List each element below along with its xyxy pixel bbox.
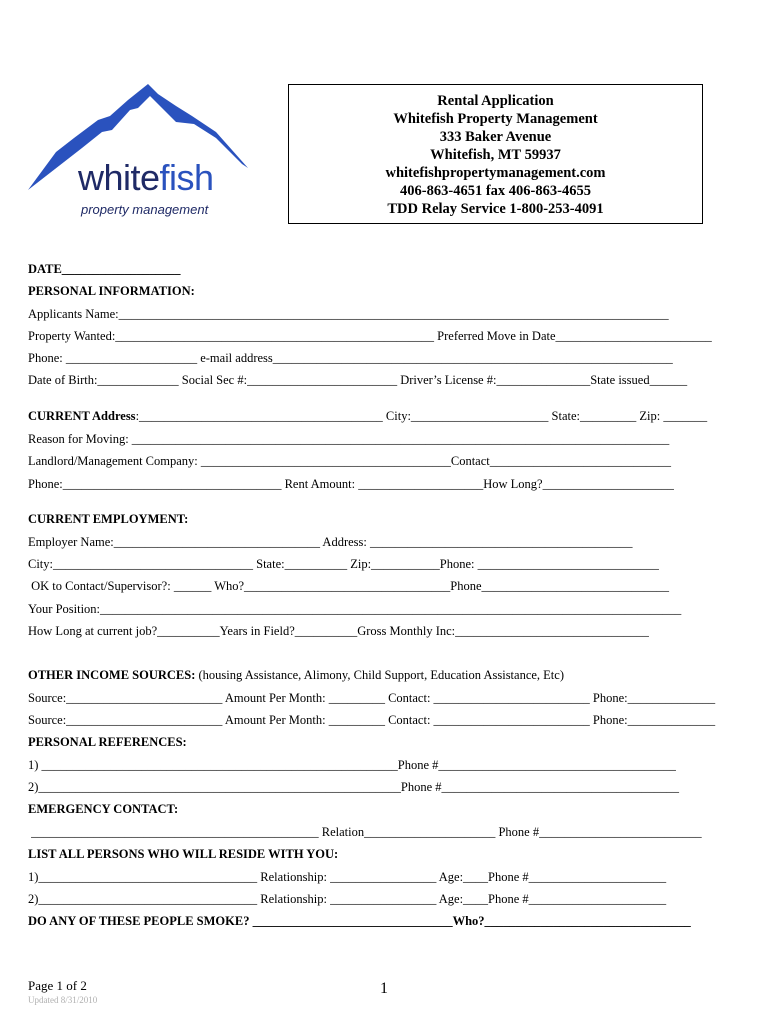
references-heading: PERSONAL REFERENCES: [28, 735, 187, 749]
employer-name-field[interactable]: Employer Name:_________________________________ Address: __________________________________________ [28, 535, 633, 549]
personal-info-heading: PERSONAL INFORMATION: [28, 284, 195, 298]
employment-heading: CURRENT EMPLOYMENT: [28, 512, 189, 526]
applicant-name-field[interactable]: Applicants Name:________________________________________________________________________________________ [28, 307, 669, 321]
position-field[interactable]: Your Position:_____________________________________________________________________________________________ [28, 602, 682, 616]
company-phone: 406-863-4651 fax 406-863-4655 [400, 183, 591, 199]
logo-subtitle: property management [81, 202, 209, 217]
landlord-field[interactable]: Landlord/Management Company: ________________________________________Contact_____________________________ [28, 454, 672, 468]
page-number: 1 [380, 980, 388, 997]
logo-wordmark: whitefish [78, 157, 214, 198]
company-street: 333 Baker Avenue [439, 129, 552, 145]
document-title: Rental Application [437, 93, 554, 109]
income-source-row[interactable]: Source:_________________________ Amount Per Month: _________ Contact: _________________________ Phone:______________ [28, 691, 716, 705]
property-wanted-field[interactable]: Property Wanted:___________________________________________________ Preferred Move in Date_________________________ [28, 329, 712, 343]
smoking-question-field[interactable]: DO ANY OF THESE PEOPLE SMOKE? ________________________________Who?_________________________________ [28, 914, 691, 928]
reason-moving-field[interactable]: Reason for Moving: ______________________________________________________________________________________ [28, 432, 670, 446]
reference-row[interactable]: 1) _________________________________________________________Phone #______________________________________ [28, 758, 676, 772]
date-field[interactable]: DATE___________________ [28, 262, 181, 276]
company-city: Whitefish, MT 59937 [430, 147, 561, 163]
employment-duration-field[interactable]: How Long at current job?__________Years in Field?__________Gross Monthly Inc:_______________________________ [28, 624, 649, 638]
emergency-contact-field[interactable]: ______________________________________________ Relation_____________________ Phone #__________________________ [28, 825, 702, 839]
dob-ssn-license-field[interactable]: Date of Birth:_____________ Social Sec #:________________________ Driver’s License #:_______________State issued______ [28, 373, 688, 387]
employer-city-field[interactable]: City:________________________________ State:__________ Zip:___________Phone: _____________________________ [28, 557, 659, 571]
other-income-heading: OTHER INCOME SOURCES: (housing Assistance, Alimony, Child Support, Education Assistance, Etc) [28, 668, 564, 682]
resident-row[interactable]: 2)___________________________________ Relationship: _________________ Age:____Phone #______________________ [28, 892, 667, 906]
emergency-heading: EMERGENCY CONTACT: [28, 802, 179, 816]
company-header-box [288, 84, 703, 224]
company-name: Whitefish Property Management [393, 111, 598, 127]
updated-date: Updated 8/31/2010 [28, 995, 98, 1005]
reference-row[interactable]: 2)__________________________________________________________Phone #______________________________________ [28, 780, 680, 794]
employer-contact-field[interactable]: OK to Contact/Supervisor?: ______ Who?_________________________________Phone______________________________ [28, 579, 670, 593]
landlord-phone-field[interactable]: Phone:___________________________________ Rent Amount: ____________________How Long?_____________________ [28, 477, 674, 491]
income-source-row[interactable]: Source:_________________________ Amount Per Month: _________ Contact: _________________________ Phone:______________ [28, 713, 716, 727]
phone-email-field[interactable]: Phone: _____________________ e-mail address________________________________________________________________ [28, 351, 673, 365]
company-website: whitefishpropertymanagement.com [385, 165, 606, 181]
current-address-label: CURRENT Address [28, 409, 136, 423]
company-tdd: TDD Relay Service 1-800-253-4091 [387, 201, 604, 217]
page-indicator: Page 1 of 2 [28, 978, 87, 993]
current-address-field[interactable]: CURRENT Address:_______________________________________ City:______________________ State:_________ Zip: _______ [28, 409, 708, 423]
resident-row[interactable]: 1)___________________________________ Relationship: _________________ Age:____Phone #______________________ [28, 870, 667, 884]
persons-heading: LIST ALL PERSONS WHO WILL RESIDE WITH YOU: [28, 847, 339, 861]
